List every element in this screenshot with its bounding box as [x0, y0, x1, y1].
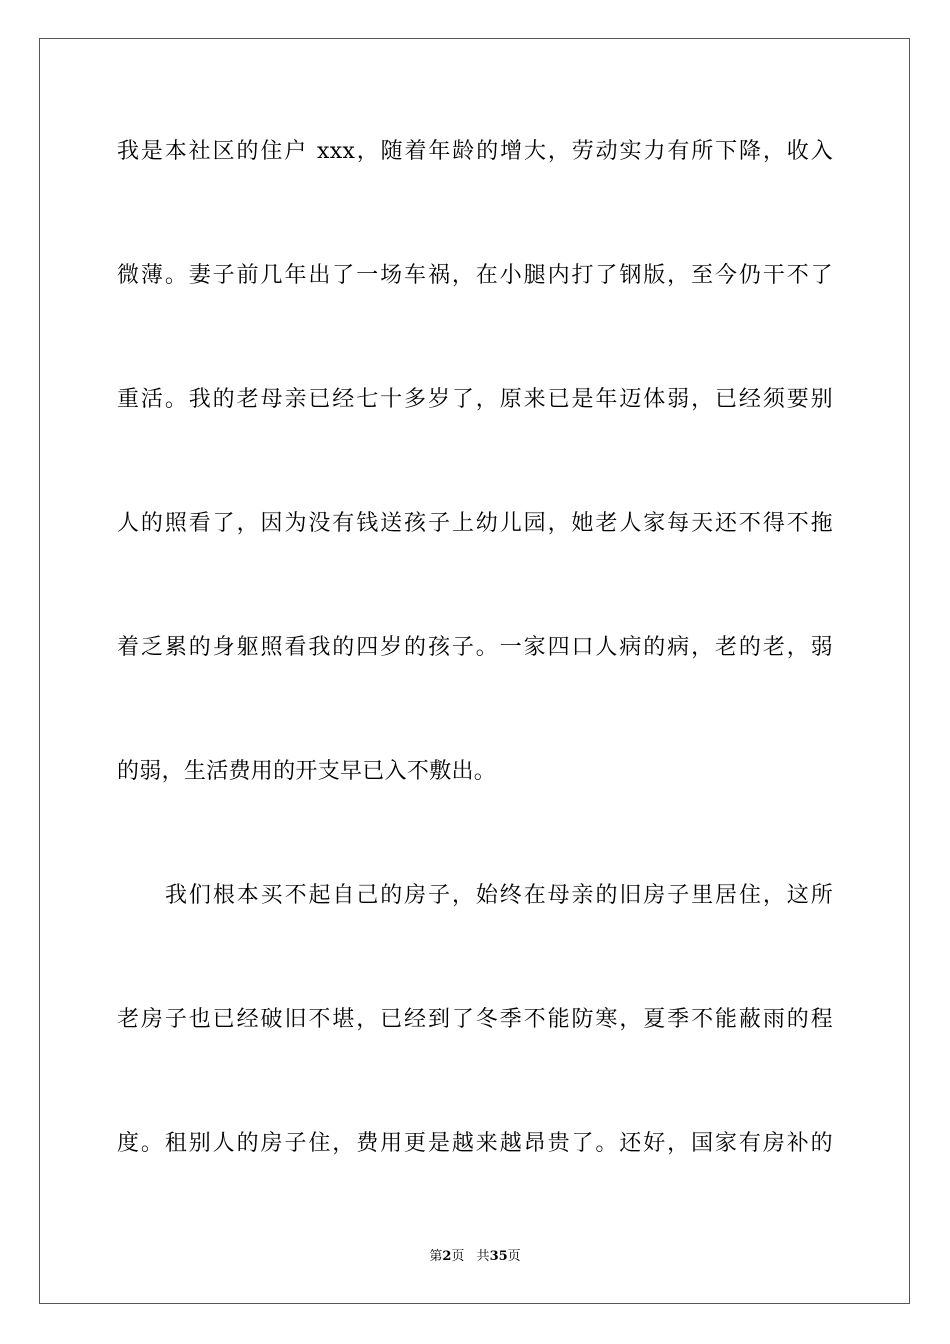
- total-pages: 35: [489, 1249, 508, 1264]
- text-line: 微薄。妻子前几年出了一场车祸，在小腿内打了钢版，至今仍干不了: [117, 263, 833, 288]
- page-footer: [0, 1248, 950, 1266]
- page-number: 2: [442, 1249, 452, 1264]
- text-line-indented: 我们根本买不起自己的房子，始终在母亲的旧房子里居住，这所: [165, 883, 833, 908]
- page-indicator: 第2页: [429, 1249, 465, 1264]
- text-line: 度。租别人的房子住，费用更是越来越昂贵了。还好，国家有房补的: [117, 1131, 833, 1156]
- text-line: 重活。我的老母亲已经七十多岁了，原来已是年迈体弱，已经须要别: [117, 387, 833, 412]
- page-frame: [39, 38, 910, 1304]
- text-line: 老房子也已经破旧不堪，已经到了冬季不能防寒，夏季不能蔽雨的程: [117, 1007, 833, 1032]
- text-line: 的弱，生活费用的开支早已入不敷出。: [117, 759, 497, 784]
- total-pages-indicator: 共35页: [476, 1249, 521, 1264]
- text-line: 着乏累的身躯照看我的四岁的孩子。一家四口人病的病，老的老，弱: [117, 635, 833, 660]
- text-line: 人的照看了，因为没有钱送孩子上幼儿园，她老人家每天还不得不拖: [117, 511, 833, 536]
- text-line: 我是本社区的住户 xxx，随着年龄的增大，劳动实力有所下降，收入: [117, 139, 833, 164]
